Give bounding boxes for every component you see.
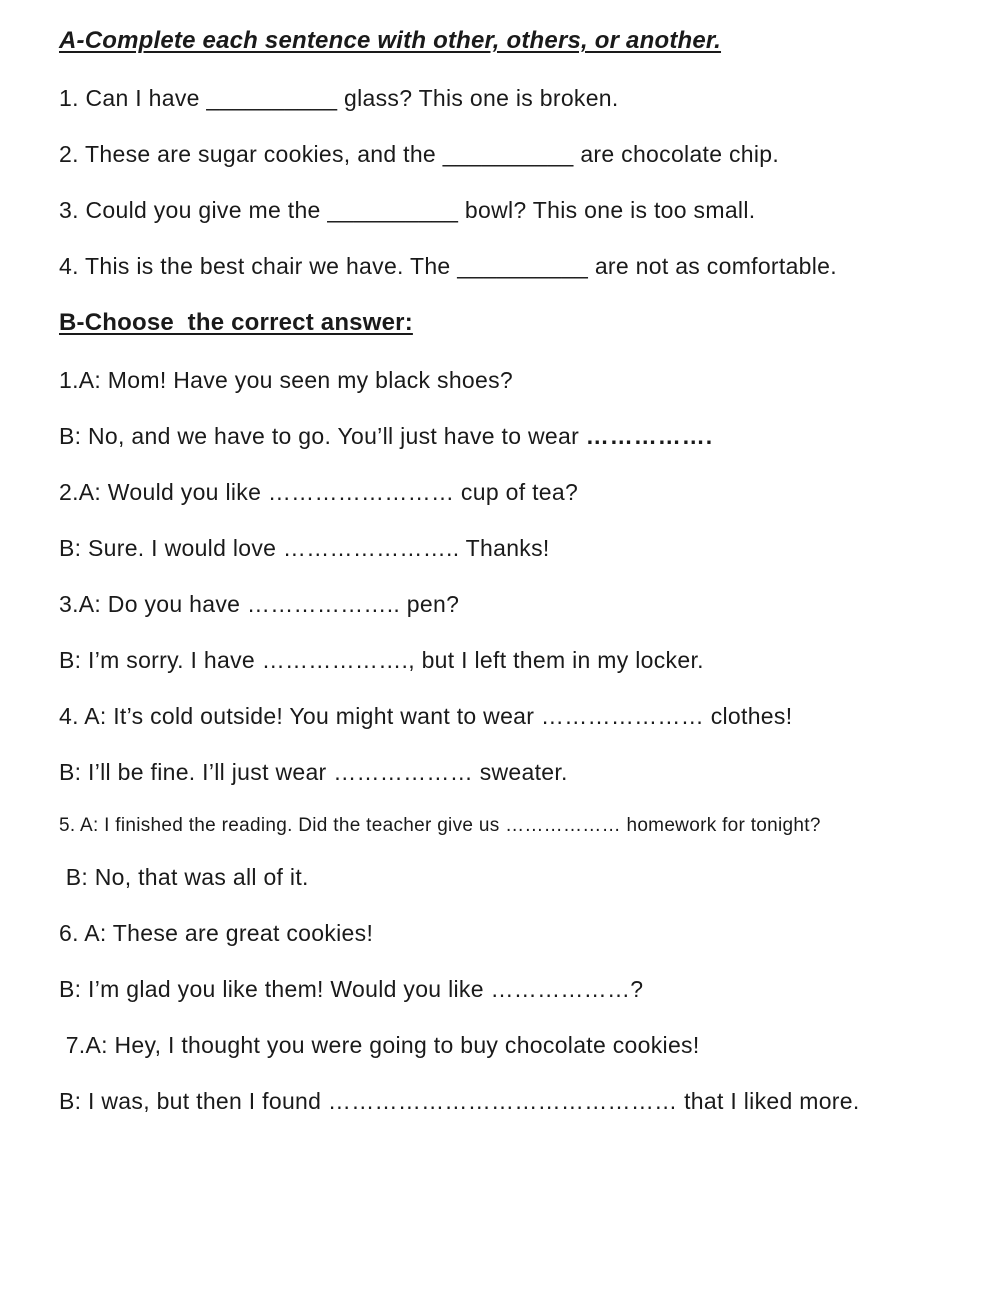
worksheet-line: B: I’m sorry. I have ………………., but I left them in my locker. <box>59 647 704 673</box>
worksheet-line: 1.A: Mom! Have you seen my black shoes? <box>59 367 514 393</box>
worksheet-line: 7.A: Hey, I thought you were going to buy chocolate cookies! <box>59 1032 700 1058</box>
worksheet-line: 3. Could you give me the __________ bowl? This one is too small. <box>59 197 756 223</box>
section-b-title: B-Choose the correct answer: <box>59 309 413 336</box>
worksheet-line: B: I was, but then I found ……………………………………… that I liked more. <box>59 1088 860 1114</box>
worksheet-line: B: I’m glad you like them! Would you like ………………? <box>59 976 644 1002</box>
worksheet-line: 3.A: Do you have ……………….. pen? <box>59 591 460 617</box>
section-a-lines <box>59 85 952 279</box>
worksheet-line: B: I’ll be fine. I’ll just wear ……………… sweater. <box>59 759 568 785</box>
worksheet-line: 2. These are sugar cookies, and the __________ are chocolate chip. <box>59 141 780 167</box>
worksheet-line: 1. Can I have __________ glass? This one is broken. <box>59 85 619 111</box>
worksheet-line: B: Sure. I would love ………………….. Thanks! <box>59 535 550 561</box>
worksheet-line: 2.A: Would you like …………………… cup of tea? <box>59 479 579 505</box>
section-b-choose-answer <box>59 309 952 1114</box>
section-a-complete-sentences <box>59 27 952 279</box>
worksheet-line: 4. A: It’s cold outside! You might want to wear ………………… clothes! <box>59 703 793 729</box>
worksheet-line: B: No, and we have to go. You’ll just have to wear ……………. <box>59 423 714 449</box>
worksheet-line: B: No, that was all of it. <box>59 864 309 890</box>
worksheet-line: 4. This is the best chair we have. The __________ are not as comfortable. <box>59 253 837 279</box>
answer-blank-dots: ……………. <box>585 423 714 449</box>
section-a-title: A-Complete each sentence with other, others, or another. <box>59 27 722 54</box>
section-b-lines <box>59 367 952 1114</box>
worksheet-line: 5. A: I finished the reading. Did the teacher give us ……………… homework for tonight? <box>59 815 821 836</box>
worksheet-line: 6. A: These are great cookies! <box>59 920 374 946</box>
